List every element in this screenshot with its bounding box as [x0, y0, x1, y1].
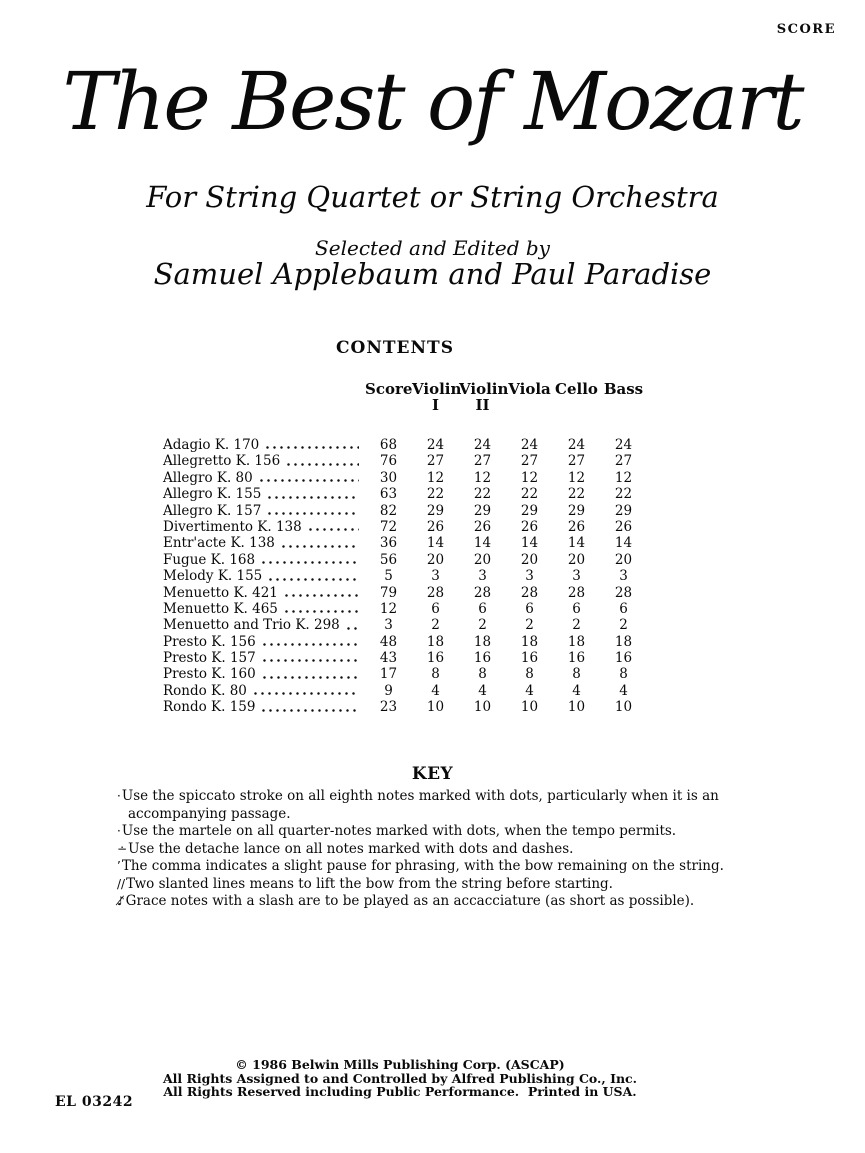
page-number-violin2: 22	[473, 486, 492, 503]
piece-title: Allegro K. 80	[163, 469, 253, 486]
table-row	[163, 617, 647, 633]
copyright-line: © 1986 Belwin Mills Publishing Corp. (ASCAP)	[235, 1057, 565, 1072]
piece-title: Rondo K. 80	[163, 682, 247, 699]
book-title: The Best of Mozart	[62, 55, 803, 148]
page-number-violin2: 3	[478, 568, 487, 585]
page-number-viola: 24	[520, 437, 539, 453]
page-number-cello: 6	[572, 600, 581, 617]
dot-leader	[266, 486, 359, 502]
page-number-cello: 20	[567, 551, 586, 568]
key-list	[117, 788, 751, 911]
page-number-viola: 4	[525, 682, 534, 699]
contents-header-spacer	[163, 381, 365, 413]
key-item-text: Use the detache lance on all notes marked with dots and dashes.	[128, 840, 574, 857]
piece-title: Allegro K. 155	[163, 486, 262, 503]
table-row	[163, 666, 647, 682]
page-number-violin2: 20	[473, 551, 492, 568]
dot-leader	[252, 683, 359, 699]
dot-leader	[266, 503, 359, 519]
page-number-viola: 12	[520, 469, 539, 486]
table-row	[163, 634, 647, 650]
table-row	[163, 535, 647, 551]
table-row	[163, 470, 647, 486]
key-item-text: Two slanted lines means to lift the bow from the string before starting.	[126, 875, 613, 892]
piece-title: Menuetto and Trio K. 298	[163, 617, 340, 634]
table-row	[163, 650, 647, 666]
piece-title: Rondo K. 159	[163, 699, 256, 716]
bowing-marker-icon: ♪̸	[117, 894, 125, 908]
key-item	[117, 788, 751, 823]
page-number-bass: 26	[614, 518, 633, 535]
page-number-score: 30	[379, 469, 398, 486]
copyright-line: All Rights Assigned to and Controlled by Alfred Publishing Co., Inc.	[162, 1070, 638, 1086]
contents-header-row	[163, 381, 647, 413]
page-number-violin1: 3	[431, 568, 440, 585]
dot-leader	[307, 519, 359, 535]
page-number-violin2: 6	[478, 600, 487, 617]
page-number-score: 72	[379, 518, 398, 535]
page-number-score: 68	[379, 437, 398, 453]
page-number-bass: 10	[614, 699, 633, 716]
page-number-bass: 6	[619, 600, 628, 617]
page-number-bass: 18	[614, 633, 633, 650]
bowing-marker-icon: ·	[117, 824, 121, 838]
dot-leader	[264, 437, 359, 453]
page-number-bass: 24	[614, 437, 633, 453]
page-number-violin1: 18	[426, 633, 445, 650]
page-number-score: 23	[379, 699, 398, 716]
credit-line: Selected and Edited by	[315, 236, 550, 260]
key-item	[117, 876, 751, 894]
page-number-violin2: 8	[478, 666, 487, 683]
page-number-cello: 3	[572, 568, 581, 585]
table-row	[163, 453, 647, 469]
column-label: Cello	[555, 380, 598, 398]
page-number-bass: 3	[619, 568, 628, 585]
page-number-violin1: 26	[426, 518, 445, 535]
contents-table	[163, 381, 647, 716]
page-number-bass: 16	[614, 650, 633, 667]
page-number-viola: 20	[520, 551, 539, 568]
page-number-score: 76	[379, 453, 398, 470]
dot-leader	[285, 453, 359, 469]
page-number-violin1: 29	[426, 502, 445, 519]
page-number-score: 82	[379, 502, 398, 519]
page-number-cello: 16	[567, 650, 586, 667]
page-number-score: 48	[379, 633, 398, 650]
contents-column-header	[412, 380, 462, 414]
page-number-violin1: 28	[426, 584, 445, 601]
page-number-viola: 29	[520, 502, 539, 519]
key-item	[117, 893, 751, 911]
table-row	[163, 699, 647, 715]
piece-title: Menuetto K. 465	[163, 600, 278, 617]
table-row	[163, 683, 647, 699]
page-number-violin1: 24	[426, 437, 445, 453]
piece-title: Fugue K. 168	[163, 551, 256, 568]
page-number-score: 79	[379, 584, 398, 601]
dot-leader	[345, 617, 359, 633]
table-row	[163, 585, 647, 601]
page-number-bass: 2	[619, 617, 628, 634]
key-item	[117, 841, 751, 859]
page-number-score: 3	[384, 617, 393, 634]
page-number-violin2: 2	[478, 617, 487, 634]
page-number-bass: 28	[614, 584, 633, 601]
page-number-cello: 2	[572, 617, 581, 634]
table-row	[163, 437, 647, 453]
column-label: Viola	[508, 380, 551, 398]
page-number-viola: 28	[520, 584, 539, 601]
key-item	[117, 858, 751, 876]
page-number-bass: 14	[614, 535, 633, 552]
page-number-violin1: 20	[426, 551, 445, 568]
dot-leader	[280, 535, 359, 551]
contents-heading: CONTENTS	[336, 338, 454, 358]
piece-title: Presto K. 156	[163, 633, 256, 650]
page-number-violin2: 10	[473, 699, 492, 716]
bowing-marker-icon: ·	[117, 789, 121, 803]
page-number-score: 56	[379, 551, 398, 568]
page-number-violin1: 22	[426, 486, 445, 503]
page-number-violin2: 27	[473, 453, 492, 470]
page-number-violin2: 12	[473, 469, 492, 486]
page-number-viola: 10	[520, 699, 539, 716]
piece-title: Melody K. 155	[163, 568, 263, 585]
editors-names: Samuel Applebaum and Paul Paradise	[153, 257, 712, 291]
page-number-cello: 10	[567, 699, 586, 716]
contents-column-header	[506, 381, 553, 413]
contents-column-header	[553, 381, 600, 413]
contents-column-header	[365, 381, 412, 413]
dot-leader	[258, 470, 359, 486]
catalog-number: EL 03242	[55, 1094, 134, 1110]
key-heading: KEY	[411, 764, 454, 784]
table-row	[163, 486, 647, 502]
page-number-cello: 24	[567, 437, 586, 453]
dot-leader	[283, 601, 359, 617]
contents-header-cells	[365, 381, 647, 413]
page-number-viola: 27	[520, 453, 539, 470]
page-number-score: 5	[384, 568, 393, 585]
page-number-score: 17	[379, 666, 398, 683]
dot-leader	[261, 666, 359, 682]
page-number-violin2: 29	[473, 502, 492, 519]
bowing-marker-icon: //	[117, 876, 126, 891]
page-number-cello: 4	[572, 682, 581, 699]
contents-column-header	[600, 381, 647, 413]
bowing-marker-icon: ∸	[117, 841, 128, 856]
page-number-bass: 20	[614, 551, 633, 568]
page-number-viola: 3	[525, 568, 534, 585]
page-number-violin1: 10	[426, 699, 445, 716]
page-number-bass: 29	[614, 502, 633, 519]
page-number-violin1: 12	[426, 469, 445, 486]
contents-rows	[163, 437, 647, 716]
copyright-line: All Rights Reserved including Public Performance. Printed in USA.	[163, 1084, 637, 1099]
page-number-violin1: 4	[431, 682, 440, 699]
page-number-viola: 16	[520, 650, 539, 667]
table-row	[163, 601, 647, 617]
table-row	[163, 503, 647, 519]
page-number-violin2: 24	[473, 437, 492, 453]
column-label: Violin	[459, 380, 509, 398]
piece-title: Entr'acte K. 138	[163, 535, 275, 552]
page-number-violin2: 26	[473, 518, 492, 535]
piece-title: Allegretto K. 156	[163, 453, 281, 470]
page-number-violin2: 14	[473, 535, 492, 552]
column-label: Violin	[412, 380, 462, 398]
page-number-viola: 22	[520, 486, 539, 503]
dot-leader	[260, 552, 359, 568]
page-number-violin2: 16	[473, 650, 492, 667]
page-number-viola: 2	[525, 617, 534, 634]
page-number-violin2: 18	[473, 633, 492, 650]
page-number-score: 9	[384, 682, 393, 699]
piece-title: Adagio K. 170	[163, 437, 260, 453]
copyright-block	[0, 1058, 800, 1099]
page-number-cello: 8	[572, 666, 581, 683]
page-number-viola: 14	[520, 535, 539, 552]
column-label: Score	[365, 380, 413, 398]
page-number-violin1: 2	[431, 617, 440, 634]
page-number-score: 12	[379, 600, 398, 617]
page-number-cello: 29	[567, 502, 586, 519]
page-number-bass: 22	[614, 486, 633, 503]
page-number-violin1: 6	[431, 600, 440, 617]
page-number-cello: 18	[567, 633, 586, 650]
bowing-marker-icon: ’	[117, 859, 121, 873]
page-number-bass: 8	[619, 666, 628, 683]
page-number-violin1: 27	[426, 453, 445, 470]
page-number-bass: 4	[619, 682, 628, 699]
page-number-viola: 8	[525, 666, 534, 683]
part-label: SCORE	[776, 22, 836, 37]
dot-leader	[261, 650, 359, 666]
page-number-cello: 12	[567, 469, 586, 486]
dot-leader	[283, 585, 359, 601]
page-number-bass: 27	[614, 453, 633, 470]
column-sublabel: II	[475, 396, 490, 414]
contents-column-header	[459, 380, 509, 414]
table-row	[163, 552, 647, 568]
page-number-violin2: 4	[478, 682, 487, 699]
page-number-cello: 14	[567, 535, 586, 552]
book-subtitle: For String Quartet or String Orchestra	[146, 180, 719, 214]
dot-leader	[260, 699, 359, 715]
dot-leader	[261, 634, 359, 650]
key-item-text: Grace notes with a slash are to be played as an accacciature (as short as possible).	[125, 893, 695, 909]
page-number-bass: 12	[614, 469, 633, 486]
piece-title: Allegro K. 157	[163, 502, 262, 519]
key-item-text: The comma indicates a slight pause for phrasing, with the bow remaining on the string.	[121, 858, 724, 874]
column-label: Bass	[603, 380, 644, 398]
table-row	[163, 519, 647, 535]
page-number-viola: 18	[520, 633, 539, 650]
table-row	[163, 568, 647, 584]
key-item-text: Use the spiccato stroke on all eighth notes marked with dots, particularly when it is an accompanying passage.	[121, 788, 719, 822]
page-number-violin2: 28	[473, 584, 492, 601]
page-number-cello: 27	[567, 453, 586, 470]
piece-title: Presto K. 160	[163, 666, 256, 683]
piece-title: Presto K. 157	[163, 650, 256, 667]
page-number-viola: 26	[520, 518, 539, 535]
page-number-score: 43	[379, 650, 398, 667]
page-number-score: 36	[379, 535, 398, 552]
page-number-violin1: 14	[426, 535, 445, 552]
piece-title: Divertimento K. 138	[163, 518, 302, 535]
page-number-score: 63	[379, 486, 398, 503]
page-number-cello: 22	[567, 486, 586, 503]
key-item-text: Use the martele on all quarter-notes marked with dots, when the tempo permits.	[121, 823, 677, 839]
key-item	[117, 823, 751, 841]
piece-title: Menuetto K. 421	[163, 584, 278, 601]
page-number-cello: 26	[567, 518, 586, 535]
page-number-violin1: 16	[426, 650, 445, 667]
page-number-violin1: 8	[431, 666, 440, 683]
dot-leader	[267, 568, 359, 584]
page-number-viola: 6	[525, 600, 534, 617]
page-number-cello: 28	[567, 584, 586, 601]
column-sublabel: I	[431, 396, 440, 414]
